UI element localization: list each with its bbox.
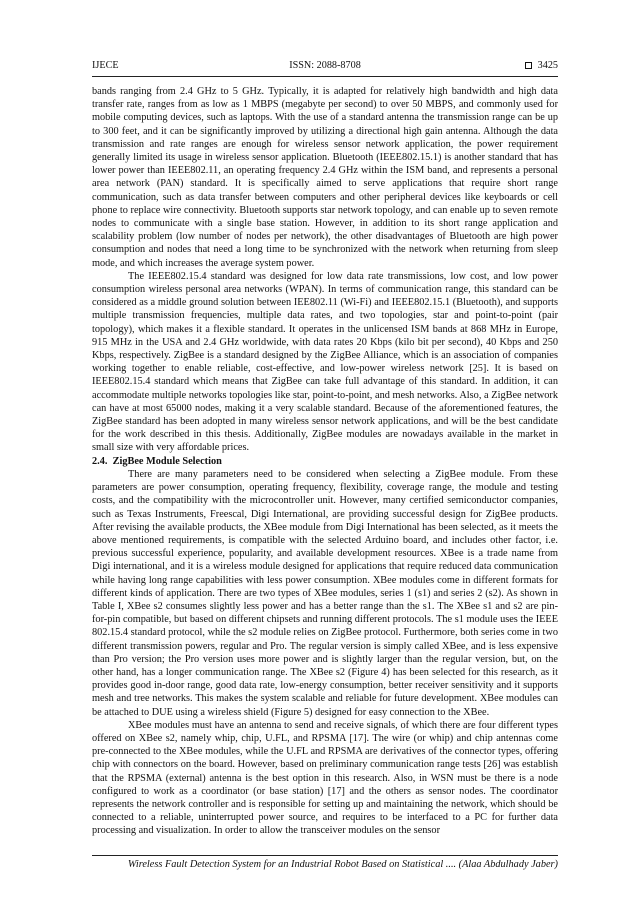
journal-name: IJECE — [92, 60, 119, 71]
page-footer: Wireless Fault Detection System for an Industrial Robot Based on Statistical .... (Alaa Abdulhady Jaber) — [127, 859, 558, 870]
section-heading: 2.4. ZigBee Module Selection — [92, 455, 222, 467]
header-rule — [92, 76, 558, 77]
paragraph-3: There are many parameters need to be considered when selecting a ZigBee module. From these parameters are power consumption, operating frequency, flexibility, coverage range, the module and testing costs, and the compatibility with the microcontroller unit. However, many certified semiconductor companies, such as Texas Instruments, Freescal, Digi International, are providing successful design for ZigBee products. After revising the available products, the XBee module from Digi International has been selected, as it meets the above mentioned requirements, is compatible with the selected Arduino board, and includes other factor, i.e. previous successful experience, popularity, and available development resources. XBee is a trade name from Digi international, and it is a wireless module designed for applications that require reduced data communication while having long range capabilities with less power consumption. XBee modules come in different formats for different kinds of application. There are two types of XBee modules, series 1 (s1) and series 2 (s2). As shown in Table I, XBee s2 consumes slightly less power and has a better range than the s1. The XBee s1 and s2 are pin-for-pin compatible, but based on different chipsets and running different protocols. The s1 module uses the IEEE 802.15.4 standard protocol, while the s2 module relies on ZigBee protocol. Furthermore, both series come in two different transmission powers, regular and Pro. The regular version is simply called XBee, and is less expensive than Pro version; the Pro version uses more power and is slightly larger than the regular version, but, on the other hand, has a longer communication range. The XBee s2 (Figure 4) has been selected for this research, as it provides good in-door range, good data rate, low-energy consumption, better receiver sensitivity and it supports mesh and tree networks. This makes the system scalable and reliable for future development. XBee modules can be attached to DUE using a wireless shield (Figure 5) designed for easy connection to the XBee. — [92, 468, 558, 718]
article-body — [92, 85, 558, 838]
paragraph-1: bands ranging from 2.4 GHz to 5 GHz. Typically, it is adapted for relatively high bandwidth and high data transfer rate, ranges from as low as 1 MBPS (megabyte per second) to over 50 MBPS, and commonly used for mobile computing devices, such as laptops. With the use of a standard antenna the transmission range can be up to 300 feet, and it can be significantly improved by utilizing a directional high gain antenna. Although the data transmission and rate ranges are enough for wireless sensor network application, the power requirement generally limited its usage in wireless sensor application. Bluetooth (IEEE802.15.1) is another standard that has lower power than IEEE802.11, an operating frequency 2.4 GHz within the ISM band, and represents a personal area network (PAN) standard. It is specifically aimed to serve applications that require short range communication, such as data transfer between computers and other peripheral devices like keyboards or cell phone to replace wire connectivity. Bluetooth supports star network topology, and can enable up to seven remote nodes to communicate with a single base station. However, in addition to its short range application and scalability problem (low number of nodes per network), the other disadvantages of Bluetooth are high power consumption and nodes that need a long time to be synchronized with the network when returning from sleep mode, and which increases the average system power. — [92, 86, 558, 269]
square-box-icon — [525, 62, 532, 69]
page-number — [525, 60, 558, 71]
paragraph-4: XBee modules must have an antenna to send and receive signals, of which there are four different types offered on XBee s2, namely whip, chip, U.FL, and RPSMA [17]. The wire (or whip) and chip antennas come pre-connected to the XBee modules, while the U.FL and RPSMA are derivatives of the connector types, offering chip with connectors on the board. However, based on preliminary communication range tests [26] was establish that the RPSMA (external) antenna is the best option in this research. Also, in WSN must be there is a node configured to work as a coordinator (or base station) [17] and the others as sensor nodes. The coordinator represents the network controller and is responsible for setting up and maintaining the network, which should be connected to a reliable, uninterrupted power source, and requires to be interfaced to a PC for further data processing and visualization. In order to allow the transceiver modules on the sensor — [92, 719, 558, 837]
footer-rule — [92, 855, 558, 856]
paragraph-2: The IEEE802.15.4 standard was designed for low data rate transmissions, low cost, and low power consumption wireless personal area networks (WPAN). In terms of communication range, this standard can be considered as a middle ground solution between IEE802.11 (Wi-Fi) and IEEE802.15.1 (Bluetooth), and supports multiple transmission frequencies, multiple data rates, and two topologies, star and point-to-point (pair topology), which makes it a flexible standard. It operates in the unlicensed ISM bands at 868 MHz in Europe, 915 MHz in the USA and 2.4 GHz worldwide, with data rates 20 Kbps (kilo bit per second), 40 Kbps and 250 Kbps, respectively. ZigBee is a standard designed by the ZigBee Alliance, which is an association of companies working together to enable reliable, cost-effective, and low-power wireless network [25]. It is based on IEEE802.15.4 standard which means that ZigBee can take full advantage of this standard. In addition, it can accommodate multiple networks topologies like star, point-to-point, and mesh networks. Also, a ZigBee network can have at most 65000 nodes, making it a very scalable standard. Because of the aforementioned features, the ZigBee standard has been adopted in many wireless sensor network applications, and will be the best candidate for the work described in this thesis. Additionally, ZigBee modules are nowadays available in the market in small size with very affordable prices. — [92, 270, 558, 454]
page-header — [92, 60, 558, 76]
page-number-value: 3425 — [537, 60, 558, 71]
issn-label: ISSN: 2088-8708 — [289, 60, 361, 71]
